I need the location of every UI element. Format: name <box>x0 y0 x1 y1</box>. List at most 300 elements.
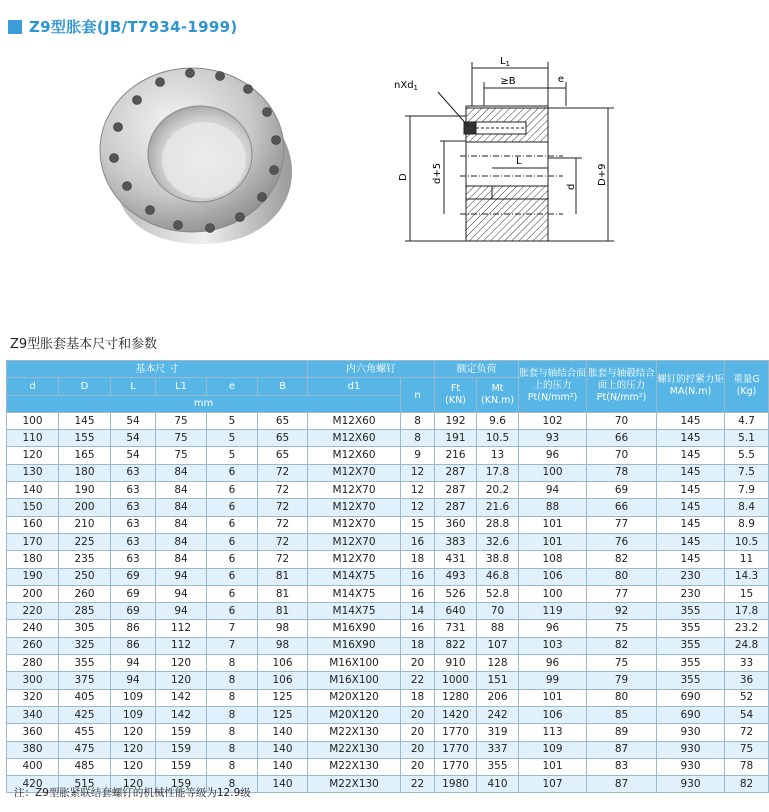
table-cell: 140 <box>7 482 59 499</box>
table-cell: 200 <box>7 585 59 602</box>
footnote: 注：Z9型胀紧联结套螺钉的机械性能等级为12.9级 <box>14 787 251 799</box>
table-cell: 112 <box>156 637 207 654</box>
table-cell: 69 <box>587 482 657 499</box>
table-cell: 94 <box>156 568 207 585</box>
table-cell: 75 <box>156 412 207 429</box>
table-cell: 119 <box>519 603 587 620</box>
table-cell: 260 <box>59 585 111 602</box>
table-cell: 930 <box>657 776 725 793</box>
spec-table <box>6 360 769 793</box>
table-cell: 84 <box>156 533 207 550</box>
svg-text:d: d <box>566 183 577 190</box>
table-cell: 65 <box>258 412 308 429</box>
table-cell: 54 <box>111 430 156 447</box>
header-e: e <box>207 378 258 395</box>
svg-text:≥B: ≥B <box>500 76 516 87</box>
table-cell: 94 <box>519 482 587 499</box>
table-cell: 14 <box>401 603 435 620</box>
table-cell: 120 <box>7 447 59 464</box>
svg-text:L: L <box>516 156 522 167</box>
table-cell: 112 <box>156 620 207 637</box>
svg-text:d+5: d+5 <box>432 162 443 184</box>
table-cell: 526 <box>435 585 477 602</box>
table-cell: 690 <box>657 706 725 723</box>
table-cell: 102 <box>519 412 587 429</box>
table-cell: 63 <box>111 464 156 481</box>
table-cell: 63 <box>111 533 156 550</box>
table-cell: 5 <box>207 447 258 464</box>
table-cell: 82 <box>725 776 769 793</box>
table-cell: 93 <box>519 430 587 447</box>
table-cell: 145 <box>657 533 725 550</box>
table-cell: 6 <box>207 482 258 499</box>
table-cell: 120 <box>156 655 207 672</box>
svg-text:e: e <box>557 74 565 85</box>
page-title: Z9型胀套(JB/T7934-1999) <box>29 18 238 36</box>
header-unit-mm: mm <box>7 395 401 412</box>
table-cell: 106 <box>258 672 308 689</box>
table-cell: 145 <box>657 551 725 568</box>
table-cell: 375 <box>59 672 111 689</box>
table-cell: 70 <box>587 447 657 464</box>
table-cell: M12X70 <box>308 551 401 568</box>
table-cell: 63 <box>111 499 156 516</box>
table-cell: 96 <box>519 655 587 672</box>
table-row <box>7 430 769 447</box>
table-cell: 170 <box>7 533 59 550</box>
table-cell: 337 <box>477 741 519 758</box>
table-cell: 280 <box>7 655 59 672</box>
table-cell: 22 <box>401 672 435 689</box>
table-cell: 383 <box>435 533 477 550</box>
table-cell: 260 <box>7 637 59 654</box>
table-cell: 1770 <box>435 758 477 775</box>
table-cell: 84 <box>156 499 207 516</box>
table-cell: 85 <box>587 706 657 723</box>
table-cell: M12X60 <box>308 447 401 464</box>
table-cell: 69 <box>111 585 156 602</box>
header-n: n <box>401 378 435 413</box>
table-cell: 206 <box>477 689 519 706</box>
table-cell: 86 <box>111 637 156 654</box>
table-cell: M14X75 <box>308 568 401 585</box>
table-cell: 38.8 <box>477 551 519 568</box>
table-cell: 8 <box>207 724 258 741</box>
table-cell: 1000 <box>435 672 477 689</box>
table-cell: 6 <box>207 516 258 533</box>
table-cell: 640 <box>435 603 477 620</box>
table-cell: 150 <box>7 499 59 516</box>
table-row <box>7 585 769 602</box>
table-cell: 113 <box>519 724 587 741</box>
table-cell: 128 <box>477 655 519 672</box>
table-cell: 65 <box>258 430 308 447</box>
table-cell: 7 <box>207 620 258 637</box>
table-cell: 20 <box>401 724 435 741</box>
table-cell: 84 <box>156 482 207 499</box>
header-torque: 螺钉的拧紧力矩MA(N.m) <box>657 361 725 413</box>
table-cell: 107 <box>477 637 519 654</box>
table-cell: 8 <box>401 412 435 429</box>
table-cell: M20X120 <box>308 706 401 723</box>
table-row <box>7 568 769 585</box>
section-header <box>8 16 237 37</box>
table-cell: 145 <box>657 412 725 429</box>
table-cell: 75 <box>156 447 207 464</box>
table-cell: 250 <box>59 568 111 585</box>
table-cell: 8 <box>207 776 258 793</box>
table-cell: 87 <box>587 776 657 793</box>
table-cell: 8 <box>207 706 258 723</box>
table-cell: 36 <box>725 672 769 689</box>
table-cell: 101 <box>519 758 587 775</box>
table-cell: M12X70 <box>308 464 401 481</box>
header-B: B <box>258 378 308 395</box>
table-cell: 96 <box>519 620 587 637</box>
table-cell: M14X75 <box>308 603 401 620</box>
table-cell: M12X60 <box>308 430 401 447</box>
table-cell: 355 <box>657 637 725 654</box>
table-cell: 110 <box>7 430 59 447</box>
table-row <box>7 482 769 499</box>
table-cell: 230 <box>657 568 725 585</box>
table-cell: 88 <box>477 620 519 637</box>
table-cell: 21.6 <box>477 499 519 516</box>
table-cell: 355 <box>657 603 725 620</box>
table-cell: 94 <box>111 672 156 689</box>
table-row <box>7 706 769 723</box>
table-cell: 405 <box>59 689 111 706</box>
table-cell: 63 <box>111 516 156 533</box>
table-cell: 5.1 <box>725 430 769 447</box>
table-cell: 8 <box>207 758 258 775</box>
table-cell: 22 <box>401 776 435 793</box>
table-cell: 72 <box>258 499 308 516</box>
table-cell: 18 <box>401 689 435 706</box>
header-shaft-pressure: 胀套与轴结合面上的压力Pt(N/mm²) <box>519 361 587 413</box>
table-row <box>7 637 769 654</box>
table-cell: 32.6 <box>477 533 519 550</box>
table-cell: 425 <box>59 706 111 723</box>
table-cell: 89 <box>587 724 657 741</box>
table-cell: 9.6 <box>477 412 519 429</box>
table-cell: 120 <box>111 758 156 775</box>
table-cell: 80 <box>587 689 657 706</box>
table-cell: M22X130 <box>308 741 401 758</box>
table-row <box>7 655 769 672</box>
table-cell: 142 <box>156 689 207 706</box>
table-cell: 1280 <box>435 689 477 706</box>
svg-text:D: D <box>398 173 409 181</box>
table-cell: 493 <box>435 568 477 585</box>
table-cell: 9 <box>401 447 435 464</box>
table-cell: 8 <box>207 672 258 689</box>
table-cell: 320 <box>7 689 59 706</box>
table-cell: 109 <box>519 741 587 758</box>
table-cell: 52 <box>725 689 769 706</box>
table-cell: 69 <box>111 568 156 585</box>
table-cell: 475 <box>59 741 111 758</box>
table-cell: 120 <box>156 672 207 689</box>
table-cell: 81 <box>258 568 308 585</box>
table-cell: 46.8 <box>477 568 519 585</box>
table-cell: 930 <box>657 724 725 741</box>
table-cell: 142 <box>156 706 207 723</box>
table-cell: 20 <box>401 741 435 758</box>
table-cell: 485 <box>59 758 111 775</box>
table-cell: 12 <box>401 464 435 481</box>
table-cell: 23.2 <box>725 620 769 637</box>
table-cell: 216 <box>435 447 477 464</box>
table-cell: 1770 <box>435 724 477 741</box>
svg-text:L1: $L_1$ <box>499 56 511 68</box>
table-cell: 160 <box>7 516 59 533</box>
table-cell: 165 <box>59 447 111 464</box>
table-cell: 82 <box>587 637 657 654</box>
table-cell: 54 <box>725 706 769 723</box>
table-cell: 63 <box>111 482 156 499</box>
table-cell: 6 <box>207 551 258 568</box>
header-basic-dimensions: 基本尺 寸 <box>7 361 308 378</box>
table-cell: 340 <box>7 706 59 723</box>
table-row <box>7 499 769 516</box>
table-cell: 355 <box>657 655 725 672</box>
header-d: d <box>7 378 59 395</box>
table-cell: 230 <box>657 585 725 602</box>
table-cell: 54 <box>111 447 156 464</box>
table-row <box>7 551 769 568</box>
table-cell: 400 <box>7 758 59 775</box>
table-cell: 355 <box>477 758 519 775</box>
table-cell: 145 <box>657 516 725 533</box>
table-cell: 14.3 <box>725 568 769 585</box>
table-row <box>7 603 769 620</box>
table-cell: 84 <box>156 516 207 533</box>
table-cell: 20.2 <box>477 482 519 499</box>
table-row <box>7 672 769 689</box>
header-Ft: Ft (KN) <box>435 378 477 413</box>
table-row <box>7 533 769 550</box>
table-cell: 145 <box>657 464 725 481</box>
table-cell: 7.9 <box>725 482 769 499</box>
table-cell: 287 <box>435 482 477 499</box>
table-cell: 6 <box>207 585 258 602</box>
table-row <box>7 620 769 637</box>
table-cell: 420 <box>7 776 59 793</box>
table-cell: 125 <box>258 706 308 723</box>
table-cell: 5.5 <box>725 447 769 464</box>
table-cell: 17.8 <box>725 603 769 620</box>
table-cell: 15 <box>725 585 769 602</box>
table-cell: 99 <box>519 672 587 689</box>
table-cell: 180 <box>59 464 111 481</box>
table-cell: 145 <box>657 430 725 447</box>
header-L1: L1 <box>156 378 207 395</box>
header-Mt: Mt (KN.m) <box>477 378 519 413</box>
table-cell: 66 <box>587 430 657 447</box>
table-caption: Z9型胀套基本尺寸和参数 <box>10 337 158 352</box>
table-cell: 78 <box>587 464 657 481</box>
svg-text:D+9: D+9 <box>597 163 608 186</box>
table-cell: 145 <box>657 447 725 464</box>
table-cell: 98 <box>258 620 308 637</box>
table-cell: 300 <box>7 672 59 689</box>
table-cell: 190 <box>7 568 59 585</box>
table-cell: 192 <box>435 412 477 429</box>
table-cell: 360 <box>435 516 477 533</box>
table-cell: 8 <box>207 741 258 758</box>
table-cell: 6 <box>207 533 258 550</box>
table-row <box>7 689 769 706</box>
table-cell: 106 <box>258 655 308 672</box>
table-cell: 355 <box>657 620 725 637</box>
table-cell: 16 <box>401 533 435 550</box>
table-cell: 930 <box>657 758 725 775</box>
table-cell: 145 <box>657 499 725 516</box>
table-cell: M14X75 <box>308 585 401 602</box>
table-cell: 7 <box>207 637 258 654</box>
table-cell: 84 <box>156 464 207 481</box>
table-cell: 100 <box>519 585 587 602</box>
table-cell: M22X130 <box>308 758 401 775</box>
table-cell: 107 <box>519 776 587 793</box>
table-cell: 63 <box>111 551 156 568</box>
table-cell: M16X100 <box>308 655 401 672</box>
table-cell: 155 <box>59 430 111 447</box>
table-cell: 16 <box>401 620 435 637</box>
table-cell: 380 <box>7 741 59 758</box>
table-row <box>7 758 769 775</box>
table-cell: M12X70 <box>308 499 401 516</box>
table-cell: 72 <box>258 533 308 550</box>
table-cell: 16 <box>401 585 435 602</box>
table-cell: M16X90 <box>308 637 401 654</box>
table-cell: 410 <box>477 776 519 793</box>
table-cell: 455 <box>59 724 111 741</box>
table-cell: 80 <box>587 568 657 585</box>
table-cell: 12 <box>401 499 435 516</box>
header-weight: 重量G (Kg) <box>725 361 769 413</box>
table-cell: 11 <box>725 551 769 568</box>
table-cell: 287 <box>435 464 477 481</box>
table-cell: 100 <box>7 412 59 429</box>
table-cell: 101 <box>519 516 587 533</box>
table-cell: 15 <box>401 516 435 533</box>
table-cell: 108 <box>519 551 587 568</box>
table-cell: 83 <box>587 758 657 775</box>
table-cell: 72 <box>258 464 308 481</box>
table-cell: 1770 <box>435 741 477 758</box>
table-cell: 94 <box>156 603 207 620</box>
table-cell: M16X100 <box>308 672 401 689</box>
table-cell: 70 <box>587 412 657 429</box>
table-cell: 159 <box>156 758 207 775</box>
table-cell: 24.8 <box>725 637 769 654</box>
table-cell: 18 <box>401 551 435 568</box>
table-cell: 5 <box>207 430 258 447</box>
table-cell: 125 <box>258 689 308 706</box>
table-cell: 690 <box>657 689 725 706</box>
table-cell: 84 <box>156 551 207 568</box>
table-cell: 319 <box>477 724 519 741</box>
table-cell: 8.4 <box>725 499 769 516</box>
table-cell: 242 <box>477 706 519 723</box>
table-cell: 101 <box>519 533 587 550</box>
table-cell: 65 <box>258 447 308 464</box>
title-marker-square <box>8 20 22 34</box>
table-cell: 355 <box>657 672 725 689</box>
table-cell: 66 <box>587 499 657 516</box>
table-cell: 191 <box>435 430 477 447</box>
table-row <box>7 741 769 758</box>
table-cell: 10.5 <box>477 430 519 447</box>
table-cell: 159 <box>156 724 207 741</box>
table-row <box>7 447 769 464</box>
table-cell: 7.5 <box>725 464 769 481</box>
table-cell: 6 <box>207 499 258 516</box>
table-cell: 12 <box>401 482 435 499</box>
table-row <box>7 464 769 481</box>
table-cell: 159 <box>156 776 207 793</box>
table-cell: 515 <box>59 776 111 793</box>
table-cell: 103 <box>519 637 587 654</box>
table-cell: 6 <box>207 568 258 585</box>
table-body <box>7 412 769 793</box>
table-cell: M12X60 <box>308 412 401 429</box>
table-cell: 360 <box>7 724 59 741</box>
table-cell: 69 <box>111 603 156 620</box>
table-cell: 10.5 <box>725 533 769 550</box>
table-cell: 72 <box>258 482 308 499</box>
table-cell: 109 <box>111 689 156 706</box>
table-row <box>7 516 769 533</box>
table-cell: 1980 <box>435 776 477 793</box>
table-cell: 220 <box>7 603 59 620</box>
table-cell: 70 <box>477 603 519 620</box>
table-cell: 1420 <box>435 706 477 723</box>
table-cell: 94 <box>111 655 156 672</box>
table-cell: 6 <box>207 603 258 620</box>
table-cell: 140 <box>258 758 308 775</box>
table-cell: 92 <box>587 603 657 620</box>
table-cell: 72 <box>725 724 769 741</box>
table-cell: 75 <box>587 655 657 672</box>
table-cell: M12X70 <box>308 516 401 533</box>
table-cell: 120 <box>111 724 156 741</box>
table-cell: 210 <box>59 516 111 533</box>
table-cell: 145 <box>59 412 111 429</box>
table-cell: 8 <box>401 430 435 447</box>
table-cell: 72 <box>258 551 308 568</box>
table-cell: 325 <box>59 637 111 654</box>
table-cell: 8.9 <box>725 516 769 533</box>
table-cell: 101 <box>519 689 587 706</box>
header-D: D <box>59 378 111 395</box>
table-cell: 120 <box>111 776 156 793</box>
table-cell: 190 <box>59 482 111 499</box>
table-cell: M22X130 <box>308 724 401 741</box>
table-cell: 431 <box>435 551 477 568</box>
table-cell: 75 <box>587 620 657 637</box>
table-cell: 140 <box>258 741 308 758</box>
table-cell: M16X90 <box>308 620 401 637</box>
table-cell: 8 <box>207 689 258 706</box>
table-cell: 77 <box>587 585 657 602</box>
table-cell: 86 <box>111 620 156 637</box>
table-cell: 120 <box>111 741 156 758</box>
table-cell: 78 <box>725 758 769 775</box>
table-cell: 109 <box>111 706 156 723</box>
